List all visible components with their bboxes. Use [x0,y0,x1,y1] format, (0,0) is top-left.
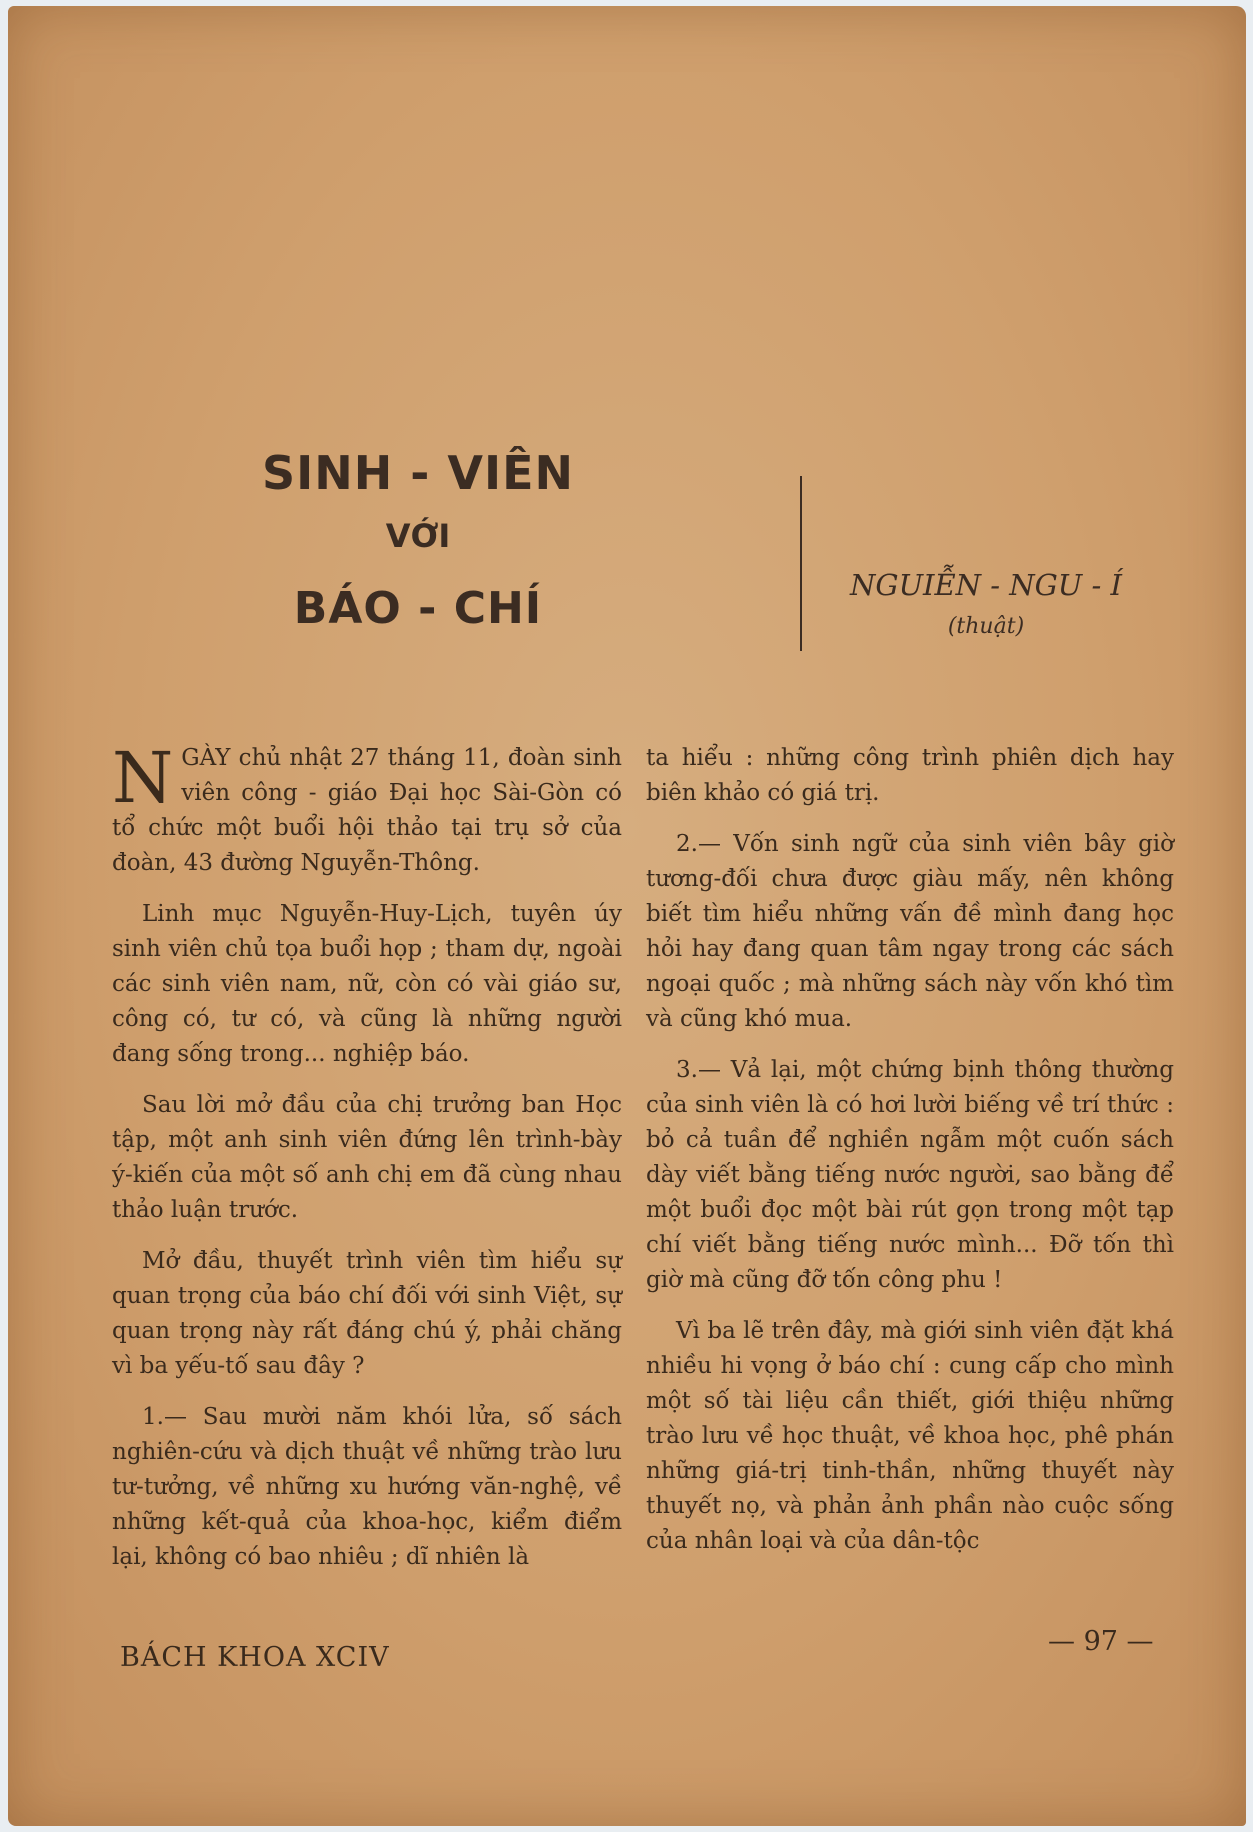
paragraph: ta hiểu : những công trình phiên dịch hay biên khảo có giá trị. [646,745,1174,806]
paragraph [112,737,622,881]
paragraph: Mở đầu, thuyết trình viên tìm hiểu sự quan trọng của báo chí đối với sinh Việt, sự quan trọng này rất đáng chú ý, phải chăng vì ba yếu-tố sau đây ? [112,1248,622,1379]
article-title [258,446,578,636]
paragraph: 2.— Vốn sinh ngữ của sinh viên bây giờ tương-đối chưa được giàu mấy, nên không biết tìm hiểu những vấn đề mình đang học hỏi hay đang quan tâm ngay trong các sách ngoại quốc ; mà những sách này vốn khó tìm và cũng khó mua. [646,831,1174,1032]
right-column [646,741,1174,1575]
page-number: — 97 — [1048,1626,1154,1657]
paragraph: 1.— Sau mười năm khói lửa, số sách nghiên-cứu và dịch thuật về những trào lưu tư-tưởng, về những xu hướng văn-nghệ, về những kết-quả của khoa-học, kiểm điểm lại, không có bao nhiêu ; dĩ nhiên là [112,1404,622,1570]
drop-cap: N [112,737,174,819]
left-column [112,737,622,1591]
magazine-page [8,6,1246,1826]
title-line-1: SINH - VIÊN [262,446,574,500]
paragraph: 3.— Vả lại, một chứng bịnh thông thường của sinh viên là có hơi lười biếng về trí thức : bỏ cả tuần để nghiền ngẫm một cuốn sách dày viết bằng tiếng nước người, sao bằng để một buổi đọc một bài rút gọn trong một tạp chí viết bằng tiếng nước mình... Đỡ tốn thì giờ mà cũng đỡ tốn công phu ! [646,1057,1174,1293]
author-block [826,568,1146,639]
paragraph: Linh mục Nguyễn-Huy-Lịch, tuyên úy sinh viên chủ tọa buổi họp ; tham dự, ngoài các sinh viên nam, nữ, còn có vài giáo sư, công có, tư có, và cũng là những người đang sống trong... nghiệp báo. [112,901,622,1067]
author-note: (thuật) [947,614,1025,639]
magazine-footer: BÁCH KHOA XCIV [120,1642,390,1673]
title-line-2: VỚI [385,517,451,555]
paragraph: Vì ba lẽ trên đây, mà giới sinh viên đặt khá nhiều hi vọng ở báo chí : cung cấp cho mình một số tài liệu cần thiết, giới thiệu những trào lưu về học thuật, về khoa học, phê phán những giá-trị tinh-thần, những thuyết này thuyết nọ, và phản ảnh phần nào cuộc sống của nhân loại và của dân-tộc [646,1318,1174,1554]
title-line-3: BÁO - CHÍ [293,583,543,634]
paragraph-text: GÀY chủ nhật 27 tháng 11, đoàn sinh viên công - giáo Đại học Sài-Gòn có tổ chức một buổi hội thảo tại trụ sở của đoàn, 43 đường Nguyễn-Thông. [112,745,622,876]
author-name: NGUIỄN - NGU - Í [850,568,1122,602]
paragraph: Sau lời mở đầu của chị trưởng ban Học tập, một anh sinh viên đứng lên trình-bày ý-kiến của một số anh chị em đã cùng nhau thảo luận trước. [112,1092,622,1223]
title-divider [800,476,802,651]
